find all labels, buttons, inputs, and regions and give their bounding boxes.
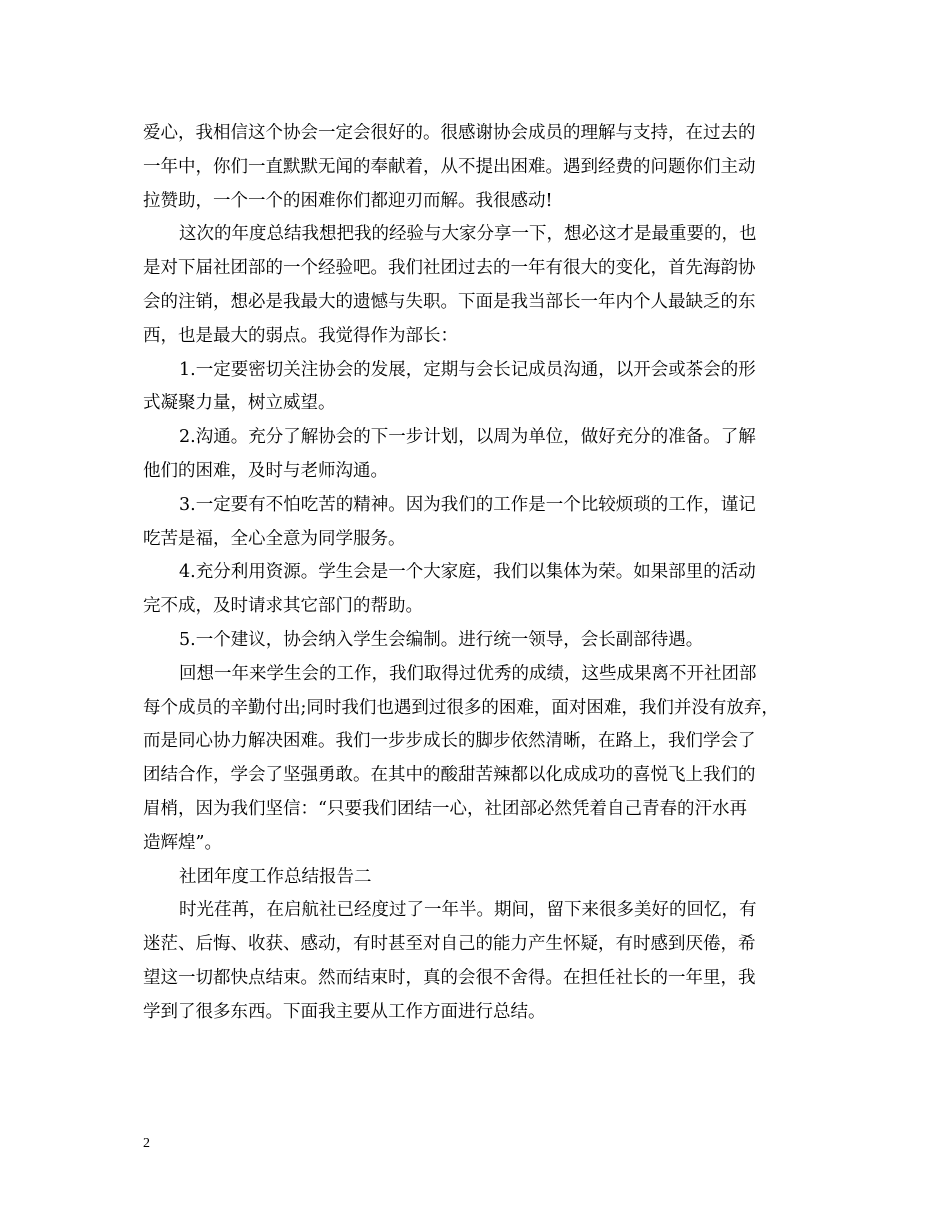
- paragraph-first-line: 4.充分利用资源。学生会是一个大家庭，我们以集体为荣。如果部里的活动: [179, 562, 756, 583]
- text-line: 会的注销，想必是我最大的遗憾与失职。下面是我当部长一年内个人最缺乏的东: [143, 291, 756, 312]
- text-line: 是对下届社团部的一个经验吧。我们社团过去的一年有很大的变化，首先海韵协: [143, 258, 756, 279]
- text-line: 望这一切都快点结束。然而结束时，真的会很不舍得。在担任社长的一年里，我: [143, 967, 756, 988]
- text-line: 爱心，我相信这个协会一定会很好的。很感谢协会成员的理解与支持，在过去的: [143, 123, 756, 143]
- text-line: 造辉煌”。: [143, 832, 222, 853]
- text-line: 完不成，及时请求其它部门的帮助。: [143, 596, 423, 617]
- text-line: 西，也是最大的弱点。我觉得作为部长：: [143, 325, 458, 346]
- paragraph-first-line: 时光荏苒，在启航社已经度过了一年半。期间，留下来很多美好的回忆，有: [179, 900, 757, 921]
- paragraph-first-line: 1.一定要密切关注协会的发展，定期与会长记成员沟通，以开会或茶会的形: [179, 359, 756, 380]
- text-line: 每个成员的辛勤付出;同时我们也遇到过很多的困难，面对困难，我们并没有放弃，: [143, 697, 779, 718]
- text-line: 他们的困难，及时与老师沟通。: [143, 460, 388, 481]
- text-line: 拉赞助，一个一个的困难你们都迎刃而解。我很感动!: [143, 190, 553, 211]
- paragraph-first-line: 社团年度工作总结报告二: [179, 866, 372, 887]
- text-line: 学到了很多东西。下面我主要从工作方面进行总结。: [143, 1001, 546, 1022]
- text-line: 而是同心协力解决困难。我们一步步成长的脚步依然清晰，在路上，我们学会了: [143, 731, 756, 752]
- paragraph-first-line: 2.沟通。充分了解协会的下一步计划，以周为单位，做好充分的准备。了解: [179, 427, 756, 448]
- text-line: 吃苦是福，全心全意为同学服务。: [143, 528, 406, 549]
- paragraph-first-line: 3.一定要有不怕吃苦的精神。因为我们的工作是一个比较烦琐的工作，谨记: [179, 494, 756, 515]
- text-line: 团结合作，学会了坚强勇敢。在其中的酸甜苦辣都以化成成功的喜悦飞上我们的: [143, 765, 756, 786]
- page-number: 2: [143, 1136, 150, 1151]
- paragraph-first-line: 5.一个建议，协会纳入学生会编制。进行统一领导，会长副部待遇。: [179, 629, 704, 650]
- text-line: 迷茫、后悔、收获、感动，有时甚至对自己的能力产生怀疑，有时感到厌倦，希: [143, 934, 756, 955]
- document-body: [143, 117, 803, 1030]
- text-line: 一年中，你们一直默默无闻的奉献着，从不提出困难。遇到经费的问题你们主动: [143, 156, 756, 177]
- paragraph-first-line: 这次的年度总结我想把我的经验与大家分享一下，想必这才是最重要的，也: [179, 224, 757, 245]
- text-line: 眉梢，因为我们坚信：“只要我们团结一心，社团部必然凭着自己青春的汗水再: [143, 798, 747, 819]
- paragraph-first-line: 回想一年来学生会的工作，我们取得过优秀的成绩，这些成果离不开社团部: [179, 663, 757, 684]
- text-line: 式凝聚力量，树立威望。: [143, 393, 336, 414]
